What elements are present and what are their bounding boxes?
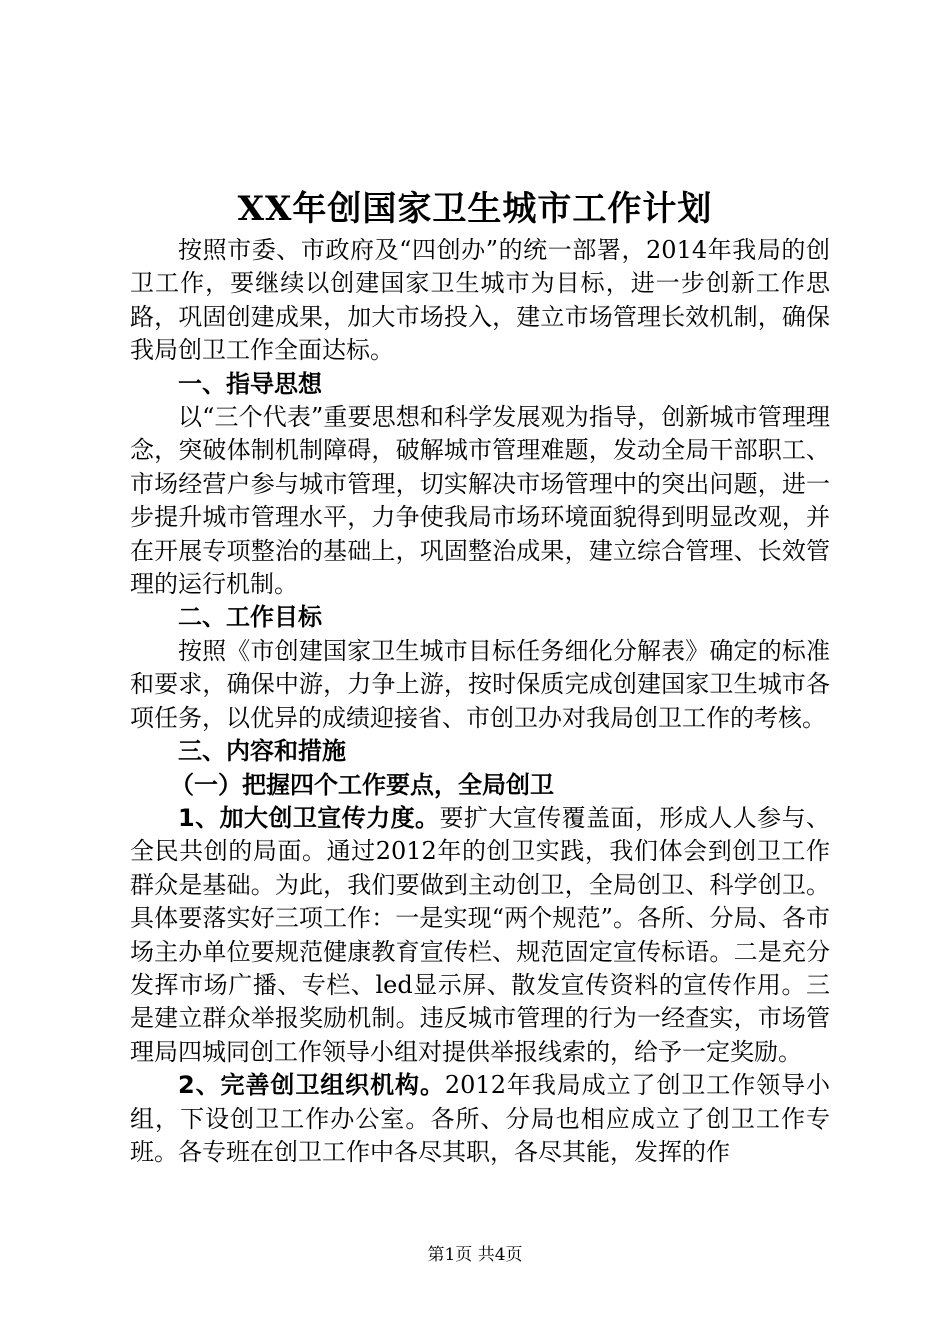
subsection-heading-four-points: （一）把握四个工作要点，全局创卫	[170, 770, 554, 799]
document-title: XX年创国家卫生城市工作计划	[237, 189, 713, 229]
item-body-publicity: 要扩大宣传覆盖面，形成人人参与、全民共创的局面。通过2012年的创卫实践，我们体会到创卫工作群众是基础。为此，我们要做到主动创卫，全局创卫、科学创卫。具体要落实好三项工作：一是实现“两个规范”。各所、分局、各市场主办单位要规范健康教育宣传栏、规范固定宣传标语。二是充分发挥市场广播、专栏、led显示屏、散发宣传资料的宣传作用。三是建立群众举报奖励机制。违反城市管理的行为一经查实，市场管理局四城同创工作领导小组对提供举报线索的，给予一定奖励。	[130, 803, 831, 1066]
item-lead-organization: 2、完善创卫组织机构。	[178, 1071, 445, 1100]
document-body	[130, 234, 830, 1169]
item-paragraph-publicity	[130, 802, 830, 1069]
section-heading-content-measures: 三、内容和措施	[178, 737, 346, 766]
item-body-organization: 2012年我局成立了创卫工作领导小组，下设创卫工作办公室。各所、分局也相应成立了创卫工作专班。各专班在创卫工作中各尽其职，各尽其能，发挥的作	[130, 1071, 831, 1166]
item-lead-publicity: 1、加大创卫宣传力度。	[178, 803, 440, 832]
section-heading-guiding-thought: 一、指导思想	[178, 369, 322, 398]
section-body-work-goals: 按照《市创建国家卫生城市目标任务细化分解表》确定的标准和要求，确保中游，力争上游，按时保质完成创建国家卫生城市各项任务，以优异的成绩迎接省、市创卫办对我局创卫工作的考核。	[130, 636, 830, 732]
section-heading-work-goals: 二、工作目标	[178, 603, 322, 632]
item-paragraph-organization	[130, 1069, 830, 1169]
intro-paragraph: 按照市委、市政府及“四创办”的统一部署，2014年我局的创卫工作，要继续以创建国家卫生城市为目标，进一步创新工作思路，巩固创建成果，加大市场投入，建立市场管理长效机制，确保我局创卫工作全面达标。	[130, 236, 830, 365]
section-body-guiding-thought: 以“三个代表”重要思想和科学发展观为指导，创新城市管理理念，突破体制机制障碍，破解城市管理难题，发动全局干部职工、市场经营户参与城市管理，切实解决市场管理中的突出问题，进一步提升城市管理水平，力争使我局市场环境面貌得到明显改观，并在开展专项整治的基础上，巩固整治成果，建立综合管理、长效管理的运行机制。	[130, 403, 830, 599]
page-footer: 第1页 共4页	[427, 1245, 523, 1265]
